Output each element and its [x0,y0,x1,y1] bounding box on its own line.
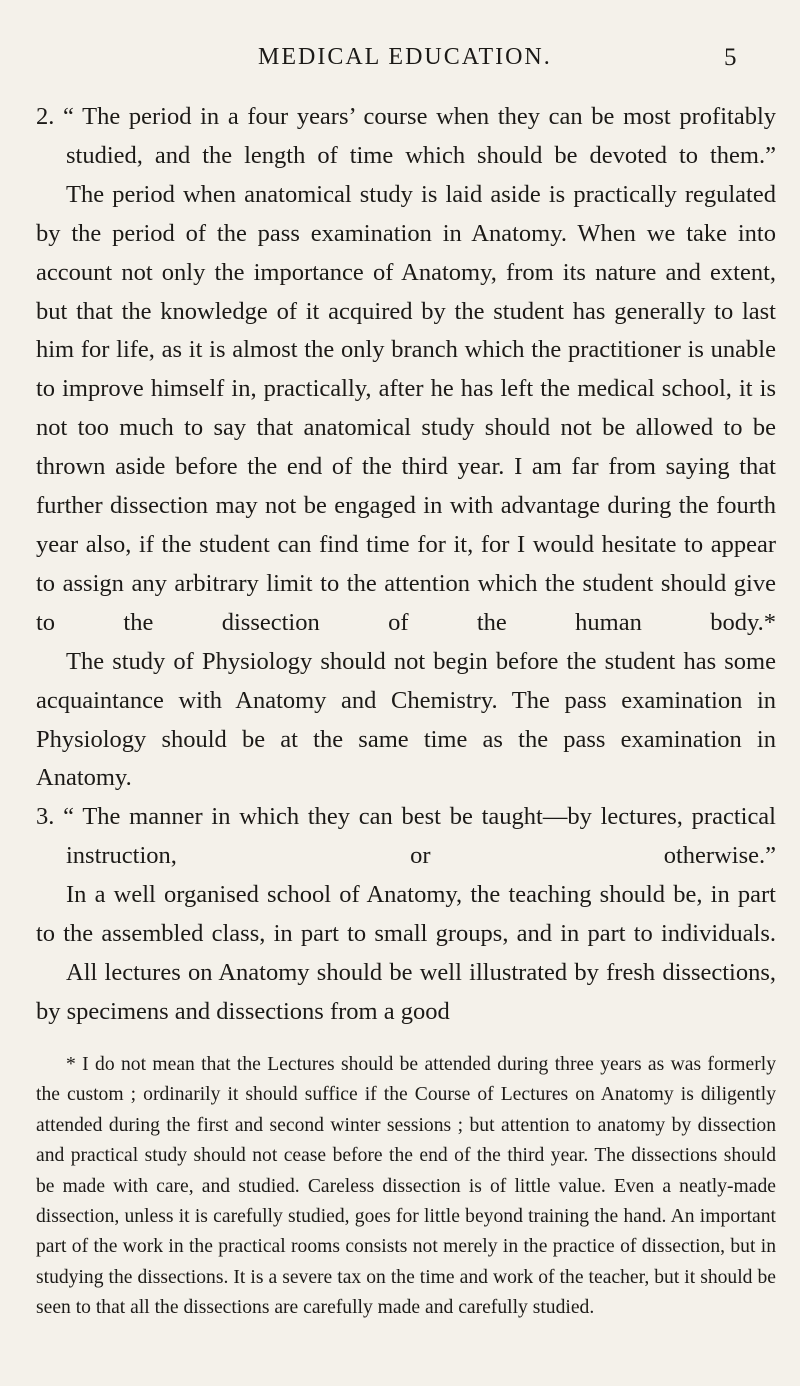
question-2: 2. “ The period in a four years’ course when they can be most profitably studied, and the length of time which should be devoted to them.” [36,103,776,169]
running-title: MEDICAL EDUCATION. [258,44,552,70]
body-text [36,98,776,1032]
paragraph-anatomical-study: The period when anatomical study is laid aside is practically regulated by the period of the pass examination in Anatomy. When we take into account not only the importance of Anatomy, from its nature and extent, but that the knowledge of it acquired by the student has generally to last him for life, as it is almost the only branch which the practitioner is unable to improve himself in, practically, after he has left the medical school, it is not too much to say that anatomical study should not be allowed to be thrown aside before the end of the third year. I am far from saying that further dissection may not be engaged in with advantage during the fourth year also, if the student can find time for it, for I would hesitate to appear to assign any arbitrary limit to the attention which the student should give to the dissection of the human body.* [36,180,776,636]
paragraph-physiology: The study of Physiology should not begin before the student has some acquaintance with Anatomy and Chemistry. The pass examination in Physiology should be at the same time as the pass examination in Anatomy. [36,647,776,792]
running-head [0,44,800,74]
footnote [36,1050,776,1324]
page-number: 5 [724,44,737,71]
paragraph-lectures: All lectures on Anatomy should be well illustrated by fresh dissections, by specimens and dissections from a good [36,958,776,1025]
question-3: 3. “ The manner in which they can best be taught—by lectures, practical instruction, or otherwise.” [36,803,776,870]
paragraph-teaching: In a well organised school of Anatomy, the teaching should be, in part to the assembled class, in part to small groups, and in part to individuals. [36,881,776,948]
footnote-text: * I do not mean that the Lectures should be attended during three years as was formerly the custom ; ordinarily it should suffice if the Course of Lectures on Anatomy is diligently attended during the first and second winter sessions ; but attention to anatomy by dissection and practical study should not cease before the end of the third year. The dissections should be made with care, and studied. Careless dissection is of little value. Even a neatly-made dissection, unless it is carefully studied, goes for little beyond training the hand. An important part of the work in the practical rooms consists not merely in the practice of dissection, but in studying the dissections. It is a severe tax on the time and work of the teacher, but it should be seen to that all the dissections are carefully made and carefully studied. [36,1054,776,1319]
